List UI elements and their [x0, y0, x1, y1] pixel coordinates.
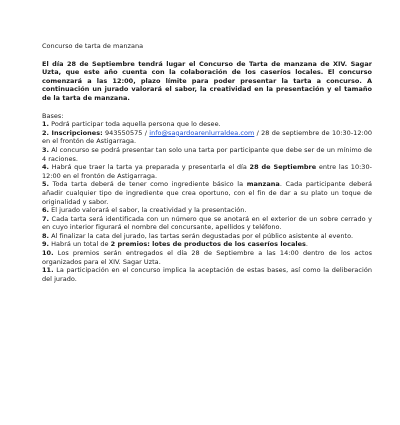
rule-item-3 — [42, 146, 372, 163]
rule-item-5 — [42, 180, 372, 206]
rule-number: 1. — [42, 120, 50, 129]
rule-number: 4. — [42, 163, 50, 172]
document-body — [42, 42, 372, 283]
rule-number: 6. — [42, 206, 50, 215]
rule-number: 7. — [42, 214, 50, 223]
rule-number: 11. — [42, 266, 54, 275]
rule-text: . — [305, 240, 309, 249]
rule-number: 10. — [42, 249, 54, 258]
rule-item-10 — [42, 249, 372, 266]
rule-item-2 — [42, 129, 372, 146]
rule-highlight: 2 premios: lotes de productos de los caseríos locales — [110, 240, 306, 249]
inscription-label: Inscripciones: — [49, 128, 103, 137]
rule-item-1 — [42, 120, 372, 129]
rule-number: 9. — [42, 240, 50, 249]
document-title: Concurso de tarta de manzana — [42, 42, 144, 50]
bases-heading: Bases: — [42, 111, 64, 120]
rule-text: Toda tarta deberá de tener como ingrediente básico la — [49, 180, 247, 189]
rule-text: . Cada participante deberá añadir cualquier tipo de ingrediente que crea oportuno, con el fin de dar a su plato un toque de originalidad y sabor. — [42, 180, 372, 206]
rule-text: La participación en el concurso implica la aceptación de estas bases, así como la deliberación del jurado. — [42, 266, 372, 283]
rule-item-9 — [42, 240, 372, 249]
phone-number: 943550575 / — [102, 128, 150, 137]
rule-highlight: manzana — [246, 180, 280, 189]
rule-item-4 — [42, 163, 372, 180]
rule-item-6 — [42, 206, 372, 215]
rule-number: 2. — [42, 128, 50, 137]
rule-item-11 — [42, 266, 372, 283]
rule-number: 3. — [42, 145, 50, 154]
rule-text: Los premios serán entregados el día 28 de Septiembre a las 14:00 dentro de los actos organizados para el XIV. Sagar Uzta. — [42, 249, 372, 266]
rule-item-8 — [42, 232, 372, 241]
rule-number: 8. — [42, 231, 50, 240]
rule-item-7 — [42, 215, 372, 232]
email-link[interactable]: info@sagardoarenlurraldea.com — [149, 128, 255, 137]
rule-highlight: 28 de Septiembre — [249, 163, 317, 172]
rule-text: El jurado valorará el sabor, la creatividad y la presentación. — [49, 206, 247, 215]
rule-text: Al finalizar la cata del jurado, las tartas serán degustadas por el público asistente al evento. — [49, 231, 354, 240]
rule-number: 5. — [42, 180, 50, 189]
rule-text: Habrá que traer la tarta ya preparada y presentarla el día — [49, 163, 250, 172]
rule-text: Habrá un total de — [49, 240, 111, 249]
rule-text: Podrá participar toda aquella persona que lo desee. — [49, 120, 221, 129]
rule-text: / 28 de septiembre de 10:30-12:00 en el frontón de Astigarraga. — [42, 128, 373, 146]
rule-text: entre las 10:30-12:00 en el frontón de Astigarraga. — [42, 163, 372, 180]
rule-text: Cada tarta será identificada con un número que se anotará en el exterior de un sobre cerrado y en cuyo interior figurará el nombre del concursante, apellidos y teléfono. — [42, 214, 372, 232]
intro-paragraph: El día 28 de Septiembre tendrá lugar el Concurso de Tarta de manzana de XIV. Sagar Uzta, que este año cuenta con la colaboración de los caseríos locales. El concurso comenzará a las 12:00, plazo límite para poder presentar la tarta a concurso. A continuación un jurado valorará el sabor, la creatividad en la presentación y el tamaño de la tarta de manzana. — [42, 59, 372, 102]
rule-text: Al concurso se podrá presentar tan solo una tarta por participante que debe ser de un mínimo de 4 raciones. — [42, 145, 372, 163]
